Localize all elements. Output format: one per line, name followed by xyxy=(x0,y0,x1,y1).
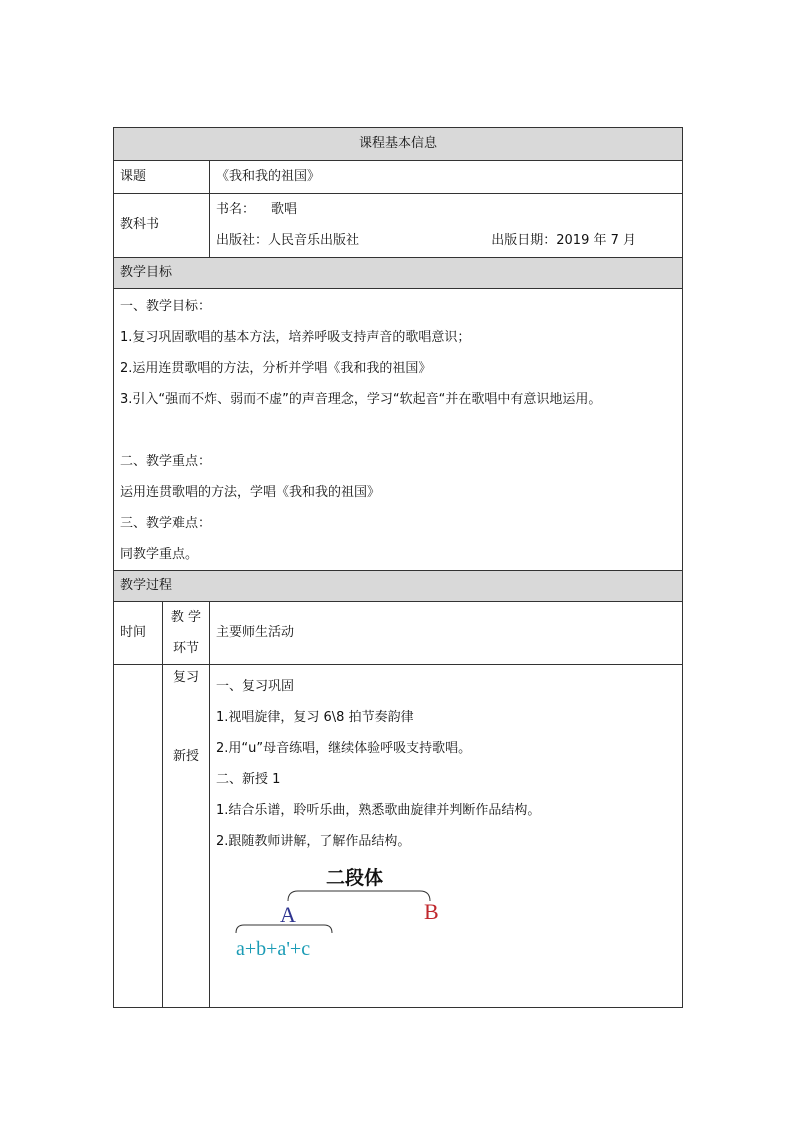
publisher-value: 人民音乐出版社 xyxy=(268,232,360,248)
col-stage-line1: 教 学 xyxy=(170,610,202,625)
col-stage-header xyxy=(163,602,210,665)
process-section-title: 教学过程 xyxy=(114,571,683,602)
publish-date-label: 出版日期： xyxy=(491,232,557,248)
activity-line-3: 2.用“u”母音练唱，继续体验呼吸支持歌唱。 xyxy=(216,741,472,756)
binary-form-bracket xyxy=(288,891,430,901)
goal-heading: 一、教学目标： xyxy=(120,299,212,314)
stage-review: 复习 xyxy=(172,670,199,685)
objectives-body xyxy=(114,289,683,571)
blank-line xyxy=(120,415,676,446)
activity-line-4: 二、新授 1 xyxy=(216,772,281,787)
activity-line-6: 2.跟随教师讲解，了解作品结构。 xyxy=(216,834,411,849)
book-name-value: 歌唱 xyxy=(271,201,298,217)
objectives-header-row xyxy=(114,258,683,289)
textbook-label: 教科书 xyxy=(114,194,210,258)
section-a-formula: a+b+a'+c xyxy=(236,938,311,960)
publisher-label: 出版社： xyxy=(216,232,269,248)
binary-form-title: 二段体 xyxy=(326,867,384,889)
lesson-plan-table xyxy=(113,127,683,1008)
textbook-row xyxy=(114,194,683,258)
goal-item-3: 3.引入“强而不炸、弱而不虚”的声音理念，学习“软起音“并在歌唱中有意识地运用。 xyxy=(120,392,602,407)
difficulty-text: 同教学重点。 xyxy=(120,547,199,562)
goal-item-2: 2.运用连贯歌唱的方法，分析并学唱《我和我的祖国》 xyxy=(120,361,432,376)
section-a-label: A xyxy=(280,902,296,927)
objectives-body-row xyxy=(114,289,683,571)
book-name-line xyxy=(216,195,676,226)
publish-date-value: 2019 年 7 月 xyxy=(556,232,637,248)
focus-text: 运用连贯歌唱的方法，学唱《我和我的祖国》 xyxy=(120,485,381,500)
topic-label: 课题 xyxy=(114,161,210,194)
publisher-line xyxy=(216,226,676,257)
col-stage-line2: 环节 xyxy=(172,641,199,656)
time-cell xyxy=(114,665,163,1008)
col-time-header: 时间 xyxy=(114,602,163,665)
process-body-row xyxy=(114,665,683,1008)
objectives-section-title: 教学目标 xyxy=(114,258,683,289)
process-header-row xyxy=(114,571,683,602)
book-name-label: 书名： xyxy=(216,201,256,217)
col-activity-header: 主要师生活动 xyxy=(210,602,683,665)
stage-new-lesson: 新授 xyxy=(172,749,199,765)
focus-heading: 二、教学重点： xyxy=(120,454,212,469)
activity-line-1: 一、复习巩固 xyxy=(216,679,295,694)
process-columns-row xyxy=(114,602,683,665)
topic-value: 《我和我的祖国》 xyxy=(210,161,683,194)
difficulty-heading: 三、教学难点： xyxy=(120,516,212,531)
textbook-details xyxy=(210,194,683,258)
song-structure-diagram xyxy=(216,861,476,971)
activity-line-2: 1.视唱旋律，复习 6\8 拍节奏韵律 xyxy=(216,710,414,725)
section-b-label: B xyxy=(424,899,439,924)
goal-item-1: 1.复习巩固歌唱的基本方法，培养呼吸支持声音的歌唱意识； xyxy=(120,330,471,345)
topic-row xyxy=(114,161,683,194)
course-info-header-row xyxy=(114,128,683,161)
activity-line-5: 1.结合乐谱，聆听乐曲，熟悉歌曲旋律并判断作品结构。 xyxy=(216,803,541,818)
stage-cell xyxy=(163,665,210,1008)
course-info-header: 课程基本信息 xyxy=(114,128,683,161)
activity-cell xyxy=(210,665,683,1008)
